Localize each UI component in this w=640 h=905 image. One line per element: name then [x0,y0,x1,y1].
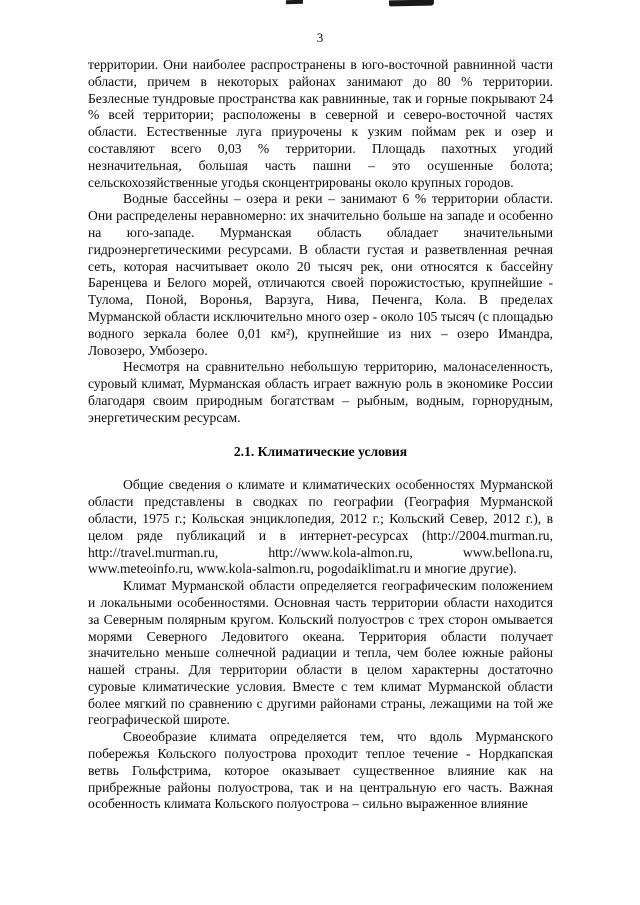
document-body [88,57,553,813]
page-number: 3 [316,30,324,45]
paragraph-climate-sources: Общие сведения о климате и климатических особенностях Мурманской области представлены в сводках по географии (География Мурманской области, 1975 г.; Кольская энциклопедия, 2012 г.; Кольский Север, 2012 г.), в целом ряде публикаций и в интернет-ресурсах (http://2004.murman.ru, http://travel.murman.ru, http://www.kola-almon.ru, www.bellona.ru, www.meteoinfo.ru, www.kola-salmon.ru, pogodaiklimat.ru и многие другие). [88,477,553,577]
paragraph-territory-continuation: территории. Они наиболее распространены в юго-восточной равнинной части области, причем в некоторых районах занимают до 80 % территории. Безлесные тундровые пространства как равнинные, так и горные покрывают 24 % всей территории; расположены в северной и северо-восточной частях области. Естественные луга приурочены к узким поймам рек и озер и составляют всего 0,03 % территории. Площадь пахотных угодий незначительная, большая часть пашни – это осушенные болота; сельскохозяйственные угодья сконцентрированы около крупных городов. [88,57,553,190]
paragraph-gulf-stream-influence: Своеобразие климата определяется тем, что вдоль Мурманского побережья Кольского полуострова проходит теплое течение - Нордкапская ветвь Гольфстрима, которое оказывает существенное влияние как на прибрежные районы полуострова, так и на центральную его часть. Важная особенность климата Кольского полуострова – сильно выраженное влияние [88,729,553,812]
paragraph-water-basins: Водные бассейны – озера и реки – занимают 6 % территории области. Они распределены неравномерно: их значительно больше на западе и особенно на юго-западе. Мурманская область обладает значительными гидроэнергетическими ресурсами. В области густая и разветвленная речная сеть, которая насчитывает около 20 тысяч рек, они относятся к бассейну Баренцева и Белого морей, отличаются своей порожистостью, крупнейшие - Тулома, Поной, Воронья, Варзуга, Нива, Печенга, Кола. В пределах Мурманской области исключительно много озер - около 105 тысяч (с площадью водного зеркала более 0,01 км²), крупнейшие из них – озеро Имандра, Ловозеро, Умбозеро. [88,191,553,358]
section-heading-climatic-conditions: 2.1. Климатические условия [233,443,408,459]
paragraph-climate-geography: Климат Мурманской области определяется географическим положением и локальными особенностями. Основная часть территории области находится за Северным полярным кругом. Кольский полуостров с трех сторон омывается морями Северного Ледовитого океана. Территория области получает значительно меньше солнечной радиации и тепла, чем более южные районы нашей страны. Для территории области в целом характерны достаточно суровые климатические условия. Вместе с тем климат Мурманской области более мягкий по сравнению с другими районами страны, лежащими на той же географической широте. [88,578,553,728]
paragraph-economic-role: Несмотря на сравнительно небольшую территорию, малонаселенность, суровый климат, Мурманская область играет важную роль в экономике России благодаря своим природным богатствам – рыбным, водным, горнорудным, энергетическим ресурсам. [88,359,553,425]
scan-artifact [389,0,434,6]
scan-artifact [286,0,303,4]
